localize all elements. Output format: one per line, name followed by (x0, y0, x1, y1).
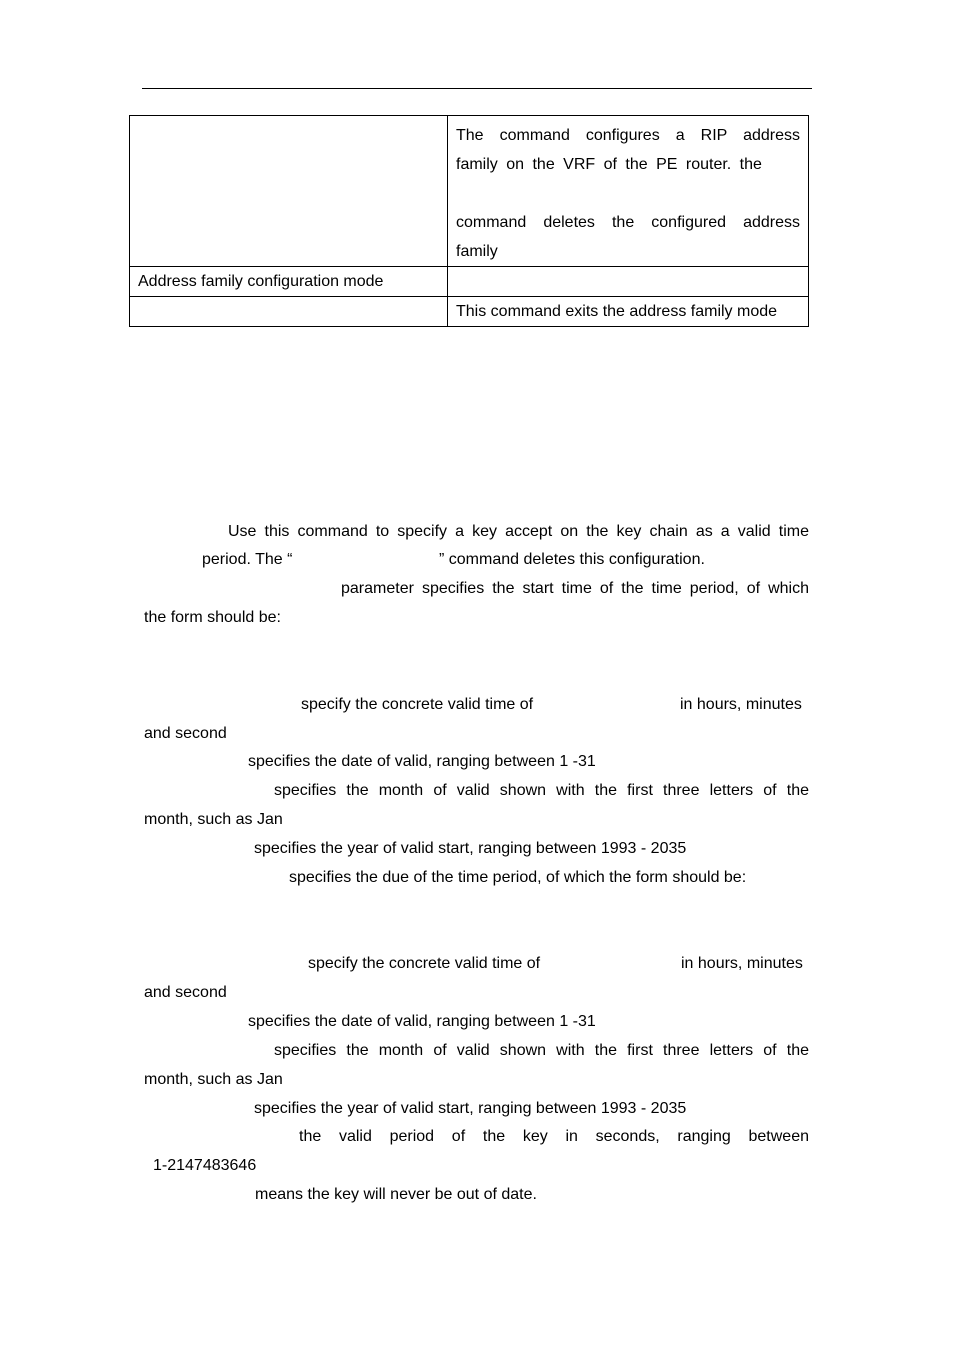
body-text-line: and second (144, 725, 227, 742)
body-text-line: specify the concrete valid time of (301, 696, 534, 713)
table-cell-empty (448, 267, 809, 297)
body-text-line: and second (144, 984, 227, 1001)
description-line: The command configures a RIP address (456, 127, 800, 144)
description-line: family on the VRF of the PE router. the (456, 156, 762, 173)
table-cell-mode (130, 267, 448, 297)
body-text-line: specifies the date of valid, ranging between 1 -31 (248, 753, 596, 770)
command-table (129, 115, 809, 327)
mode-label: Address family configuration mode (138, 273, 384, 290)
body-text-line: 1-2147483646 (153, 1157, 257, 1174)
description-line: family (456, 243, 498, 260)
description-gap (456, 179, 800, 208)
body-text-line: month, such as Jan (144, 811, 283, 828)
table-cell-command (130, 116, 448, 267)
body-text-line: period. The “ (202, 551, 293, 568)
body-text-line: specifies the year of valid start, ranging between 1993 - 2035 (254, 840, 687, 857)
description-line: This command exits the address family mode (456, 303, 778, 320)
body-text-line: specify the concrete valid time of (308, 955, 541, 972)
table-cell-empty (130, 297, 448, 327)
body-text-line: in hours, minutes (680, 696, 802, 713)
body-text-line: specifies the date of valid, ranging between 1 -31 (248, 1013, 596, 1030)
body-text-line: the valid period of the key in seconds, ranging between (299, 1128, 809, 1145)
body-text-line: specifies the month of valid shown with the first three letters of the (274, 782, 809, 799)
body-text-line: Use this command to specify a key accept on the key chain as a valid time (228, 523, 809, 540)
body-text-line: means the key will never be out of date. (255, 1186, 537, 1203)
table-cell-description (448, 116, 809, 267)
body-text-line: ” command deletes this configuration. (439, 551, 705, 568)
body-text-line: specifies the month of valid shown with the first three letters of the (274, 1042, 809, 1059)
body-text-line: specifies the year of valid start, ranging between 1993 - 2035 (254, 1100, 687, 1117)
body-text-line: the form should be: (144, 609, 281, 626)
description-line: command deletes the configured address (456, 214, 800, 231)
header-rule (142, 88, 812, 89)
table-cell-description (448, 297, 809, 327)
body-text-line: month, such as Jan (144, 1071, 283, 1088)
body-text-line: specifies the due of the time period, of which the form should be: (289, 869, 747, 886)
body-text-line: in hours, minutes (681, 955, 803, 972)
body-text-line: parameter specifies the start time of the time period, of which (341, 580, 809, 597)
table-row (130, 297, 809, 327)
table-row (130, 116, 809, 267)
table-row (130, 267, 809, 297)
